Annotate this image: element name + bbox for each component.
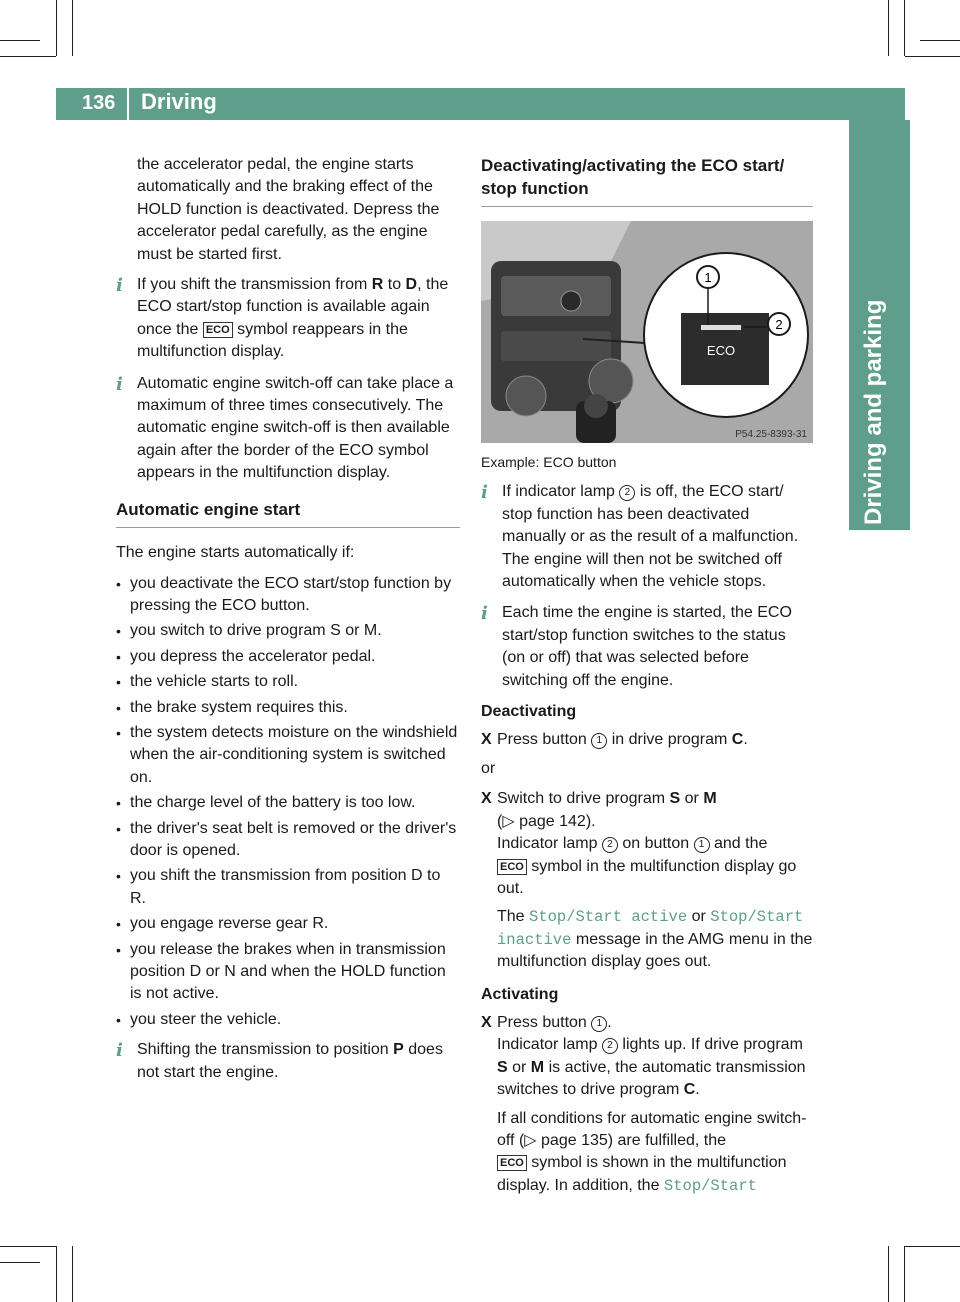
bullet-icon: • bbox=[116, 575, 121, 592]
eco-button-label: ECO bbox=[706, 343, 736, 358]
subheading-activating: Activating bbox=[481, 985, 559, 1003]
display-message: Stop/Start bbox=[663, 1176, 757, 1195]
page-title: Driving bbox=[141, 89, 217, 114]
callout-1-icon: 1 bbox=[591, 733, 607, 749]
bullet-icon: • bbox=[116, 916, 121, 933]
step-arrow-icon: X bbox=[481, 1013, 492, 1031]
side-tab-label: Driving and parking bbox=[860, 299, 887, 525]
info-icon: i bbox=[116, 1040, 123, 1062]
bullet-icon: • bbox=[116, 623, 121, 640]
info-note: i Shifting the transmission to position P does not start the engine. bbox=[116, 1040, 443, 1081]
bullet-icon: • bbox=[116, 820, 121, 837]
crop-mark bbox=[904, 0, 905, 56]
callout-2-icon: 2 bbox=[602, 837, 618, 853]
bullet-icon: • bbox=[116, 648, 121, 665]
section-heading: Automatic engine start bbox=[116, 499, 460, 528]
list-item: • the system detects moisture on the windshield when the air-conditioning system is switched on. bbox=[116, 723, 458, 786]
intro-text: the accelerator pedal, the engine starts automatically and the braking effect of the HOLD function is deactivated. Depress the accelerator pedal carefully, as the engine must be started first. bbox=[137, 156, 440, 263]
callout-2-icon: 2 bbox=[619, 485, 635, 501]
crop-mark bbox=[72, 0, 73, 56]
right-column bbox=[481, 154, 813, 1201]
dashboard-illustration bbox=[481, 221, 813, 443]
info-icon: i bbox=[116, 373, 123, 395]
crop-mark bbox=[888, 1246, 889, 1302]
step-item: X Press button 1 in drive program C. bbox=[481, 729, 813, 751]
info-note: i If you shift the transmission from R to D, the ECO start/stop function is available again once the ECO symbol reappears in the multifunction display. bbox=[116, 275, 449, 361]
step-arrow-icon: X bbox=[481, 731, 492, 749]
eco-button-figure bbox=[481, 221, 813, 443]
callout-1: 1 bbox=[704, 270, 712, 285]
list-item: • you depress the accelerator pedal. bbox=[116, 646, 460, 668]
header-divider bbox=[127, 88, 129, 120]
callout-1-icon: 1 bbox=[694, 837, 710, 853]
bullet-list bbox=[116, 573, 460, 1032]
step-item: X Switch to drive program S or M (▷ page 142). Indicator lamp 2 on button 1 and the ECO symbol in the multifunction display go out. The Stop/Start active or Stop/Start inactive message in the AMG menu in the multifunction display goes out. bbox=[481, 790, 813, 971]
crop-mark bbox=[72, 1246, 73, 1302]
crop-mark bbox=[0, 40, 40, 41]
list-item: • you steer the vehicle. bbox=[116, 1009, 460, 1031]
bullet-icon: • bbox=[116, 941, 121, 958]
list-item: • the vehicle starts to roll. bbox=[116, 671, 460, 693]
figure-code: P54.25-8393-31 bbox=[735, 429, 807, 440]
bullet-icon: • bbox=[116, 1011, 121, 1028]
bullet-icon: • bbox=[116, 724, 121, 741]
list-item: • you deactivate the ECO start/stop function by pressing the ECO button. bbox=[116, 574, 452, 614]
subheading-deactivating: Deactivating bbox=[481, 703, 577, 721]
info-icon: i bbox=[481, 482, 488, 504]
crop-mark bbox=[0, 1262, 40, 1263]
left-column bbox=[116, 154, 460, 1093]
callout-1-icon: 1 bbox=[591, 1016, 607, 1032]
callout-2-icon: 2 bbox=[602, 1038, 618, 1054]
bullet-icon: • bbox=[116, 699, 121, 716]
page-number: 136 bbox=[82, 92, 116, 114]
bullet-icon: • bbox=[116, 795, 121, 812]
lead-text: The engine starts automatically if: bbox=[116, 544, 355, 562]
crop-mark bbox=[0, 1246, 56, 1247]
callout-2: 2 bbox=[775, 317, 783, 332]
list-item: • you shift the transmission from position D to R. bbox=[116, 867, 441, 907]
info-note: i Automatic engine switch-off can take place a maximum of three times consecutively. The automatic engine switch-off is then available again after the border of the ECO symbol appears in the multifunction display. bbox=[116, 373, 454, 482]
display-message: Stop/Start active bbox=[529, 908, 688, 927]
info-icon: i bbox=[116, 275, 123, 297]
bullet-icon: • bbox=[116, 674, 121, 691]
info-note: i If indicator lamp 2 is off, the ECO start/ stop function has been deactivated manually or as the result of a malfunction. The engine will then not be switched off automatically when the vehicle stops. bbox=[481, 482, 799, 591]
crop-mark bbox=[888, 0, 889, 56]
list-item: • you engage reverse gear R. bbox=[116, 913, 460, 935]
page-reference: (▷ page 142). bbox=[497, 812, 596, 830]
eco-symbol-icon: ECO bbox=[497, 1155, 527, 1171]
display-message: Stop/Start inactive bbox=[497, 908, 804, 949]
crop-mark bbox=[904, 1246, 905, 1302]
eco-symbol-icon: ECO bbox=[497, 859, 527, 875]
crop-mark bbox=[56, 1246, 57, 1302]
section-heading: Deactivating/activating the ECO start/ stop function bbox=[481, 154, 813, 207]
or-text: or bbox=[481, 759, 496, 777]
info-icon: i bbox=[481, 603, 488, 625]
crop-mark bbox=[920, 40, 960, 41]
figure-caption: Example: ECO button bbox=[481, 454, 617, 470]
list-item: • the charge level of the battery is too low. bbox=[116, 792, 460, 814]
list-item: • the driver's seat belt is removed or the driver's door is opened. bbox=[116, 819, 457, 859]
eco-symbol-icon: ECO bbox=[203, 322, 233, 338]
crop-mark bbox=[0, 56, 56, 57]
list-item: • you switch to drive program S or M. bbox=[116, 620, 460, 642]
crop-mark bbox=[905, 1246, 960, 1247]
crop-mark bbox=[905, 56, 960, 57]
list-item: • you release the brakes when in transmission position D or N and when the HOLD function is not active. bbox=[116, 940, 446, 1003]
info-note: i Each time the engine is started, the ECO start/stop function switches to the status (on or off) that was selected before switching off the engine. bbox=[481, 603, 792, 689]
list-item: • the brake system requires this. bbox=[116, 697, 460, 719]
step-arrow-icon: X bbox=[481, 790, 492, 808]
step-item: X Press button 1 . Indicator lamp 2 lights up. If drive program S or M is active, the automatic transmission switches to drive program C. If all conditions for automatic engine switch-off (▷ page 135) are fulfilled, the ECO symbol is shown in the multifunction display. In addition, the Stop/Start bbox=[481, 1013, 807, 1195]
bullet-icon: • bbox=[116, 868, 121, 885]
crop-mark bbox=[56, 0, 57, 56]
